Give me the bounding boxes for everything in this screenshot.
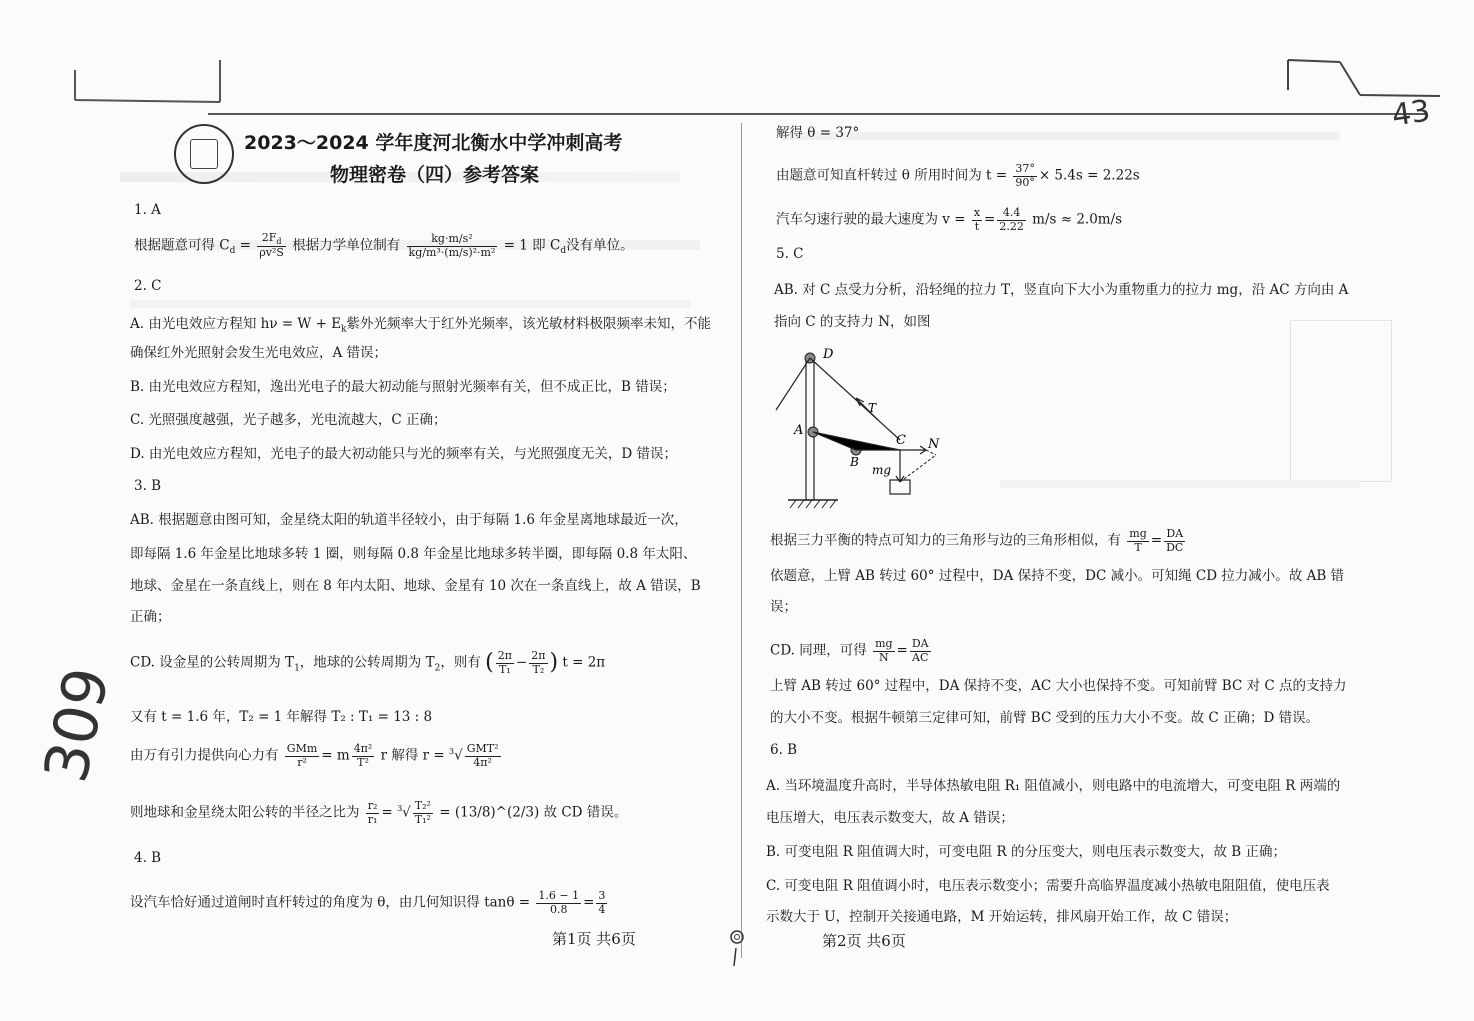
label-d: D [823,347,834,362]
q4-answer: 4. B [134,850,162,866]
q6-a-line2: 电压增大，电压表示数变大，故 A 错误； [766,810,1014,826]
q3-cd-line3: 由万有引力提供向心力有 $\frac{\text{GMm}}{\text{r²}}$ = m $\frac{\text{4π²}}{\text{T²}}$ r 解得 r = $^3$√ $\frac{\text{GMT²}}{\text{4π²}}$ [130,742,499,769]
arms [813,432,900,450]
q5-cd: CD. 同理，可得 $\frac{mg}{N}$ = $\frac{DA}{AC}$ [770,637,929,664]
header-title-line1: 2023～2024 学年度河北衡水中学冲刺高考 [244,132,623,154]
q3-ab-line2: 即每隔 1.6 年金星比地球多转 1 圈，则每隔 0.8 年金星比地球多转半圈，即每隔 0.8 年太阳、 [130,546,697,562]
q3-ab-line1: AB. 根据题意由图可知，金星绕太阳的轨道半径较小，由于每隔 1.6 年金星离地球最近一次， [130,512,688,528]
q5-ab-line1: AB. 对 C 点受力分析，沿轻绳的拉力 T，竖直向下大小为重物重力的拉力 mg，沿 AC 方向由 A [774,282,1349,298]
q4-speed: 汽车匀速行驶的最大速度为 v = $\frac{x}{t}$ = $\frac{4.4}{2.22}$ m/s ≈ 2.0m/s [776,206,1123,233]
top-rule [208,113,1426,115]
q5-line2: 误； [770,599,797,615]
q6-b: B. 可变电阻 R 阻值调大时，可变电阻 R 的分压变大，则电压表示数变大，故 B 正确； [766,844,1286,860]
q6-a-line1: A. 当环境温度升高时，半导体热敏电阻 R₁ 阻值减小，则电路中的电流增大，可变电阻 R 两端的 [766,778,1341,794]
handwritten-number-top-right: 43 [1389,93,1433,134]
q6-c-line1: C. 可变电阻 R 阻值调小时，电压表示数变小；需要升高临界温度减小热敏电阻阻值，使电压表 [766,878,1330,894]
q2-option-a-line1: A. 由光电效应方程知 $h\nu = W + E_k$紫外光频率大于红外光频率，该光敏材料极限频率未知，不能 [130,316,712,335]
q5-answer: 5. C [776,246,804,262]
rope-dc [810,358,900,440]
label-n: N [928,437,940,452]
q2-option-a-line2: 确保红外光照射会发生光电效应，A 错误； [130,345,388,361]
q4-solve-theta: 解得 θ = 37° [776,125,860,141]
q4-time: 由题意可知直杆转过 θ 所用时间为 t = $\frac{37^\circ}{90^\circ}$ × 5.4s = 2.22s [776,162,1140,189]
header-title-line2: 物理密卷（四）参考答案 [330,164,540,186]
column-divider [741,123,742,958]
label-mg: mg [872,463,892,477]
weight-block [890,480,910,494]
q2-answer: 2. C [134,278,162,294]
handwritten-number-left: 309 [31,661,124,789]
q5-line3: 上臂 AB 转过 60° 过程中，DA 保持不变，AC 大小也保持不变。可知前臂 BC 对 C 点的支持力 [770,678,1347,694]
q2-option-d: D. 由光电效应方程知，光电子的最大初动能只与光的频率有关，与光照强度无关，D 错误； [130,446,678,462]
page-number-right: 第2页 共6页 [822,932,906,950]
corner-mark-left [70,40,230,120]
q5-line4: 的大小不变。根据牛顿第三定律可知，前臂 BC 受到的压力大小不变。故 C 正确；D 错误。 [770,710,1320,726]
q1-solution: 根据题意可得 $C_d$ = $\frac{2F_d}{\text{ρv²S}}$ 根据力学单位制有 $\frac{\text{kg·m/s²}}{\text{kg/m³·(m/s)²·m²}}$ = 1 即 $C_d$没有单位。 [134,231,634,260]
q3-ab-line4: 正确； [130,609,171,625]
q3-cd-line4: 则地球和金星绕太阳公转的半径之比为 $\frac{\text{r₂}}{\text{r₁}}$ = $^3$√ $\frac{\text{T₂²}}{\text{T₁²}}$ = (13/8)^(2/3) 故 CD 错误。 [130,799,628,826]
q3-cd-line2: 又有 t = 1.6 年，T₂ = 1 年解得 T₂ : T₁ = 13 : 8 [130,709,433,725]
q5-similar-triangles: 根据三力平衡的特点可知力的三角形与边的三角形相似，有 $\frac{mg}{T}$ = $\frac{DA}{DC}$ [770,527,1184,554]
q6-answer: 6. B [770,742,798,758]
q3-cd-line1: CD. 设金星的公转周期为 $T_1$，地球的公转周期为 $T_2$，则有 ( $\frac{2\pi}{\text{T₁}}$ − $\frac{2\pi}{\text{T₂}}$ ) t = 2π [130,649,606,676]
ground-hatch [790,500,836,508]
q5-ab-line2: 指向 C 的支持力 N，如图 [774,314,931,330]
q2-option-c: C. 光照强度越强，光子越多，光电流越大，C 正确； [130,412,447,428]
label-t: T [868,401,877,415]
q5-line1: 依题意，上臂 AB 转过 60° 过程中，DA 保持不变，DC 减小。可知绳 CD 拉力减小。故 AB 错 [770,568,1345,584]
q3-answer: 3. B [134,478,162,494]
page-number-left: 第1页 共6页 [552,930,636,948]
label-a: A [794,423,804,438]
q6-c-line2: 示数大于 U，控制开关接通电路，M 开始运转，排风扇开始工作，故 C 错误； [766,909,1238,925]
corner-mark-right [1280,50,1460,130]
q3-ab-line3: 地球、金星在一条直线上，则在 8 年内太阳、地球、金星有 10 次在一条直线上，故 A 错误，B [130,578,701,594]
force-diagram [768,340,968,515]
q1-answer: 1. A [134,202,161,218]
rope-left [776,358,810,410]
force-triangle [900,450,936,482]
q2-option-b: B. 由光电效应方程知，逸出光电子的最大初动能与照射光频率有关，但不成正比，B 错误； [130,379,676,395]
label-c: C [896,433,906,448]
label-b: B [850,455,859,469]
q4-line1: 设汽车恰好通过道闸时直杆转过的角度为 θ，由几何知识得 tanθ = $\frac{1.6 - 1}{0.8}$ = $\frac{3}{4}$ [130,889,606,916]
school-seal-logo [174,124,234,184]
binding-hole [726,928,748,968]
